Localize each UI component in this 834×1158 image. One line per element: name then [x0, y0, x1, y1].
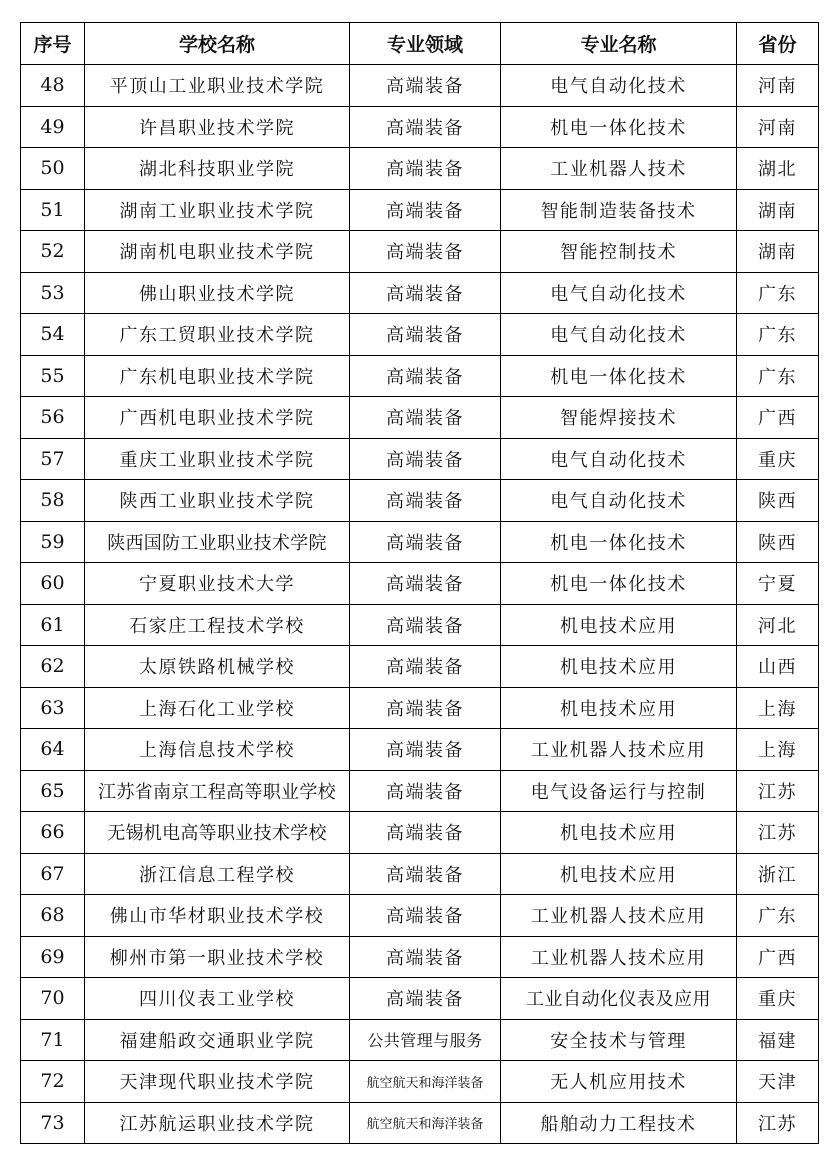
table-row [21, 438, 819, 480]
table-header [21, 23, 819, 65]
table-row [21, 646, 819, 688]
cell-school: 重庆工业职业技术学院 [85, 438, 350, 480]
cell-province: 宁夏 [737, 563, 819, 605]
cell-province: 广西 [737, 397, 819, 439]
cell-index: 65 [21, 770, 85, 812]
cell-field: 高端装备 [350, 770, 501, 812]
cell-field: 高端装备 [350, 272, 501, 314]
cell-field: 高端装备 [350, 853, 501, 895]
cell-province: 陕西 [737, 521, 819, 563]
cell-province: 浙江 [737, 853, 819, 895]
cell-province: 湖北 [737, 148, 819, 190]
cell-major: 电气自动化技术 [501, 314, 737, 356]
cell-school: 湖南机电职业技术学院 [85, 231, 350, 273]
table-row [21, 687, 819, 729]
cell-field: 高端装备 [350, 729, 501, 771]
cell-province: 陕西 [737, 480, 819, 522]
cell-province: 天津 [737, 1061, 819, 1103]
table-row [21, 729, 819, 771]
cell-index: 51 [21, 189, 85, 231]
cell-index: 72 [21, 1061, 85, 1103]
cell-major: 机电技术应用 [501, 604, 737, 646]
cell-field: 高端装备 [350, 314, 501, 356]
cell-school: 江苏航运职业技术学院 [85, 1102, 350, 1144]
cell-province: 上海 [737, 729, 819, 771]
table-row [21, 65, 819, 107]
cell-index: 57 [21, 438, 85, 480]
cell-school: 天津现代职业技术学院 [85, 1061, 350, 1103]
cell-major: 机电技术应用 [501, 853, 737, 895]
cell-index: 54 [21, 314, 85, 356]
cell-field: 高端装备 [350, 231, 501, 273]
cell-field: 高端装备 [350, 812, 501, 854]
cell-field: 高端装备 [350, 189, 501, 231]
cell-province: 江苏 [737, 770, 819, 812]
cell-index: 67 [21, 853, 85, 895]
cell-index: 64 [21, 729, 85, 771]
table-row [21, 563, 819, 605]
cell-province: 河北 [737, 604, 819, 646]
cell-index: 48 [21, 65, 85, 107]
cell-index: 50 [21, 148, 85, 190]
cell-field: 高端装备 [350, 563, 501, 605]
cell-school: 四川仪表工业学校 [85, 978, 350, 1020]
cell-index: 66 [21, 812, 85, 854]
school-list-table [20, 22, 819, 1144]
cell-index: 53 [21, 272, 85, 314]
table-row [21, 272, 819, 314]
cell-school: 湖南工业职业技术学院 [85, 189, 350, 231]
cell-major: 工业机器人技术应用 [501, 729, 737, 771]
cell-index: 59 [21, 521, 85, 563]
cell-field: 高端装备 [350, 936, 501, 978]
table-row [21, 812, 819, 854]
cell-school: 平顶山工业职业技术学院 [85, 65, 350, 107]
cell-field: 高端装备 [350, 397, 501, 439]
cell-major: 机电一体化技术 [501, 355, 737, 397]
table-row [21, 936, 819, 978]
cell-school: 上海信息技术学校 [85, 729, 350, 771]
cell-field: 高端装备 [350, 65, 501, 107]
cell-major: 船舶动力工程技术 [501, 1102, 737, 1144]
cell-school: 福建船政交通职业学院 [85, 1019, 350, 1061]
cell-province: 广东 [737, 314, 819, 356]
cell-province: 山西 [737, 646, 819, 688]
cell-field: 航空航天和海洋装备 [350, 1102, 501, 1144]
cell-field: 高端装备 [350, 604, 501, 646]
cell-major: 电气自动化技术 [501, 65, 737, 107]
cell-index: 49 [21, 106, 85, 148]
table-body [21, 65, 819, 1144]
cell-school: 佛山市华材职业技术学校 [85, 895, 350, 937]
cell-field: 高端装备 [350, 978, 501, 1020]
cell-index: 60 [21, 563, 85, 605]
cell-index: 68 [21, 895, 85, 937]
cell-major: 机电一体化技术 [501, 563, 737, 605]
cell-major: 智能焊接技术 [501, 397, 737, 439]
cell-field: 高端装备 [350, 480, 501, 522]
cell-index: 56 [21, 397, 85, 439]
cell-field: 高端装备 [350, 438, 501, 480]
cell-major: 机电一体化技术 [501, 106, 737, 148]
cell-province: 福建 [737, 1019, 819, 1061]
cell-province: 江苏 [737, 1102, 819, 1144]
cell-index: 61 [21, 604, 85, 646]
cell-major: 工业自动化仪表及应用 [501, 978, 737, 1020]
cell-school: 无锡机电高等职业技术学校 [85, 812, 350, 854]
cell-index: 71 [21, 1019, 85, 1061]
cell-major: 智能制造装备技术 [501, 189, 737, 231]
cell-index: 58 [21, 480, 85, 522]
cell-province: 重庆 [737, 438, 819, 480]
cell-major: 机电一体化技术 [501, 521, 737, 563]
cell-major: 电气自动化技术 [501, 438, 737, 480]
cell-major: 安全技术与管理 [501, 1019, 737, 1061]
cell-major: 机电技术应用 [501, 646, 737, 688]
cell-school: 陕西国防工业职业技术学院 [85, 521, 350, 563]
cell-province: 河南 [737, 65, 819, 107]
cell-index: 62 [21, 646, 85, 688]
cell-field: 高端装备 [350, 687, 501, 729]
cell-school: 湖北科技职业学院 [85, 148, 350, 190]
header-school: 学校名称 [85, 23, 350, 65]
cell-major: 工业机器人技术 [501, 148, 737, 190]
cell-major: 工业机器人技术应用 [501, 895, 737, 937]
cell-school: 陕西工业职业技术学院 [85, 480, 350, 522]
cell-index: 55 [21, 355, 85, 397]
header-field: 专业领域 [350, 23, 501, 65]
table-row [21, 148, 819, 190]
cell-major: 机电技术应用 [501, 687, 737, 729]
cell-province: 湖南 [737, 231, 819, 273]
header-province: 省份 [737, 23, 819, 65]
cell-major: 工业机器人技术应用 [501, 936, 737, 978]
table-row [21, 604, 819, 646]
cell-major: 电气自动化技术 [501, 272, 737, 314]
cell-province: 广西 [737, 936, 819, 978]
table-row [21, 1102, 819, 1144]
cell-province: 湖南 [737, 189, 819, 231]
table-row [21, 314, 819, 356]
cell-major: 电气自动化技术 [501, 480, 737, 522]
cell-field: 高端装备 [350, 646, 501, 688]
header-row [21, 23, 819, 65]
cell-school: 江苏省南京工程高等职业学校 [85, 770, 350, 812]
cell-field: 高端装备 [350, 895, 501, 937]
table-row [21, 895, 819, 937]
cell-province: 广东 [737, 272, 819, 314]
cell-index: 63 [21, 687, 85, 729]
cell-school: 广东工贸职业技术学院 [85, 314, 350, 356]
table-row [21, 397, 819, 439]
cell-province: 广东 [737, 895, 819, 937]
cell-field: 高端装备 [350, 355, 501, 397]
cell-index: 52 [21, 231, 85, 273]
cell-field: 高端装备 [350, 106, 501, 148]
table-row [21, 521, 819, 563]
table-row [21, 106, 819, 148]
table-row [21, 1061, 819, 1103]
cell-school: 宁夏职业技术大学 [85, 563, 350, 605]
cell-province: 河南 [737, 106, 819, 148]
table-row [21, 480, 819, 522]
cell-index: 73 [21, 1102, 85, 1144]
cell-province: 重庆 [737, 978, 819, 1020]
table-row [21, 978, 819, 1020]
cell-school: 佛山职业技术学院 [85, 272, 350, 314]
cell-school: 石家庄工程技术学校 [85, 604, 350, 646]
cell-major: 电气设备运行与控制 [501, 770, 737, 812]
cell-province: 江苏 [737, 812, 819, 854]
cell-school: 浙江信息工程学校 [85, 853, 350, 895]
header-major: 专业名称 [501, 23, 737, 65]
table-row [21, 189, 819, 231]
cell-index: 69 [21, 936, 85, 978]
cell-major: 机电技术应用 [501, 812, 737, 854]
cell-province: 上海 [737, 687, 819, 729]
cell-school: 柳州市第一职业技术学校 [85, 936, 350, 978]
table-row [21, 231, 819, 273]
cell-field: 公共管理与服务 [350, 1019, 501, 1061]
cell-school: 广西机电职业技术学院 [85, 397, 350, 439]
table-row [21, 355, 819, 397]
table-row [21, 853, 819, 895]
cell-index: 70 [21, 978, 85, 1020]
cell-major: 无人机应用技术 [501, 1061, 737, 1103]
cell-school: 许昌职业技术学院 [85, 106, 350, 148]
cell-field: 高端装备 [350, 148, 501, 190]
table-row [21, 770, 819, 812]
cell-school: 广东机电职业技术学院 [85, 355, 350, 397]
cell-major: 智能控制技术 [501, 231, 737, 273]
cell-field: 高端装备 [350, 521, 501, 563]
table-row [21, 1019, 819, 1061]
cell-province: 广东 [737, 355, 819, 397]
cell-school: 太原铁路机械学校 [85, 646, 350, 688]
header-index: 序号 [21, 23, 85, 65]
cell-school: 上海石化工业学校 [85, 687, 350, 729]
cell-field: 航空航天和海洋装备 [350, 1061, 501, 1103]
